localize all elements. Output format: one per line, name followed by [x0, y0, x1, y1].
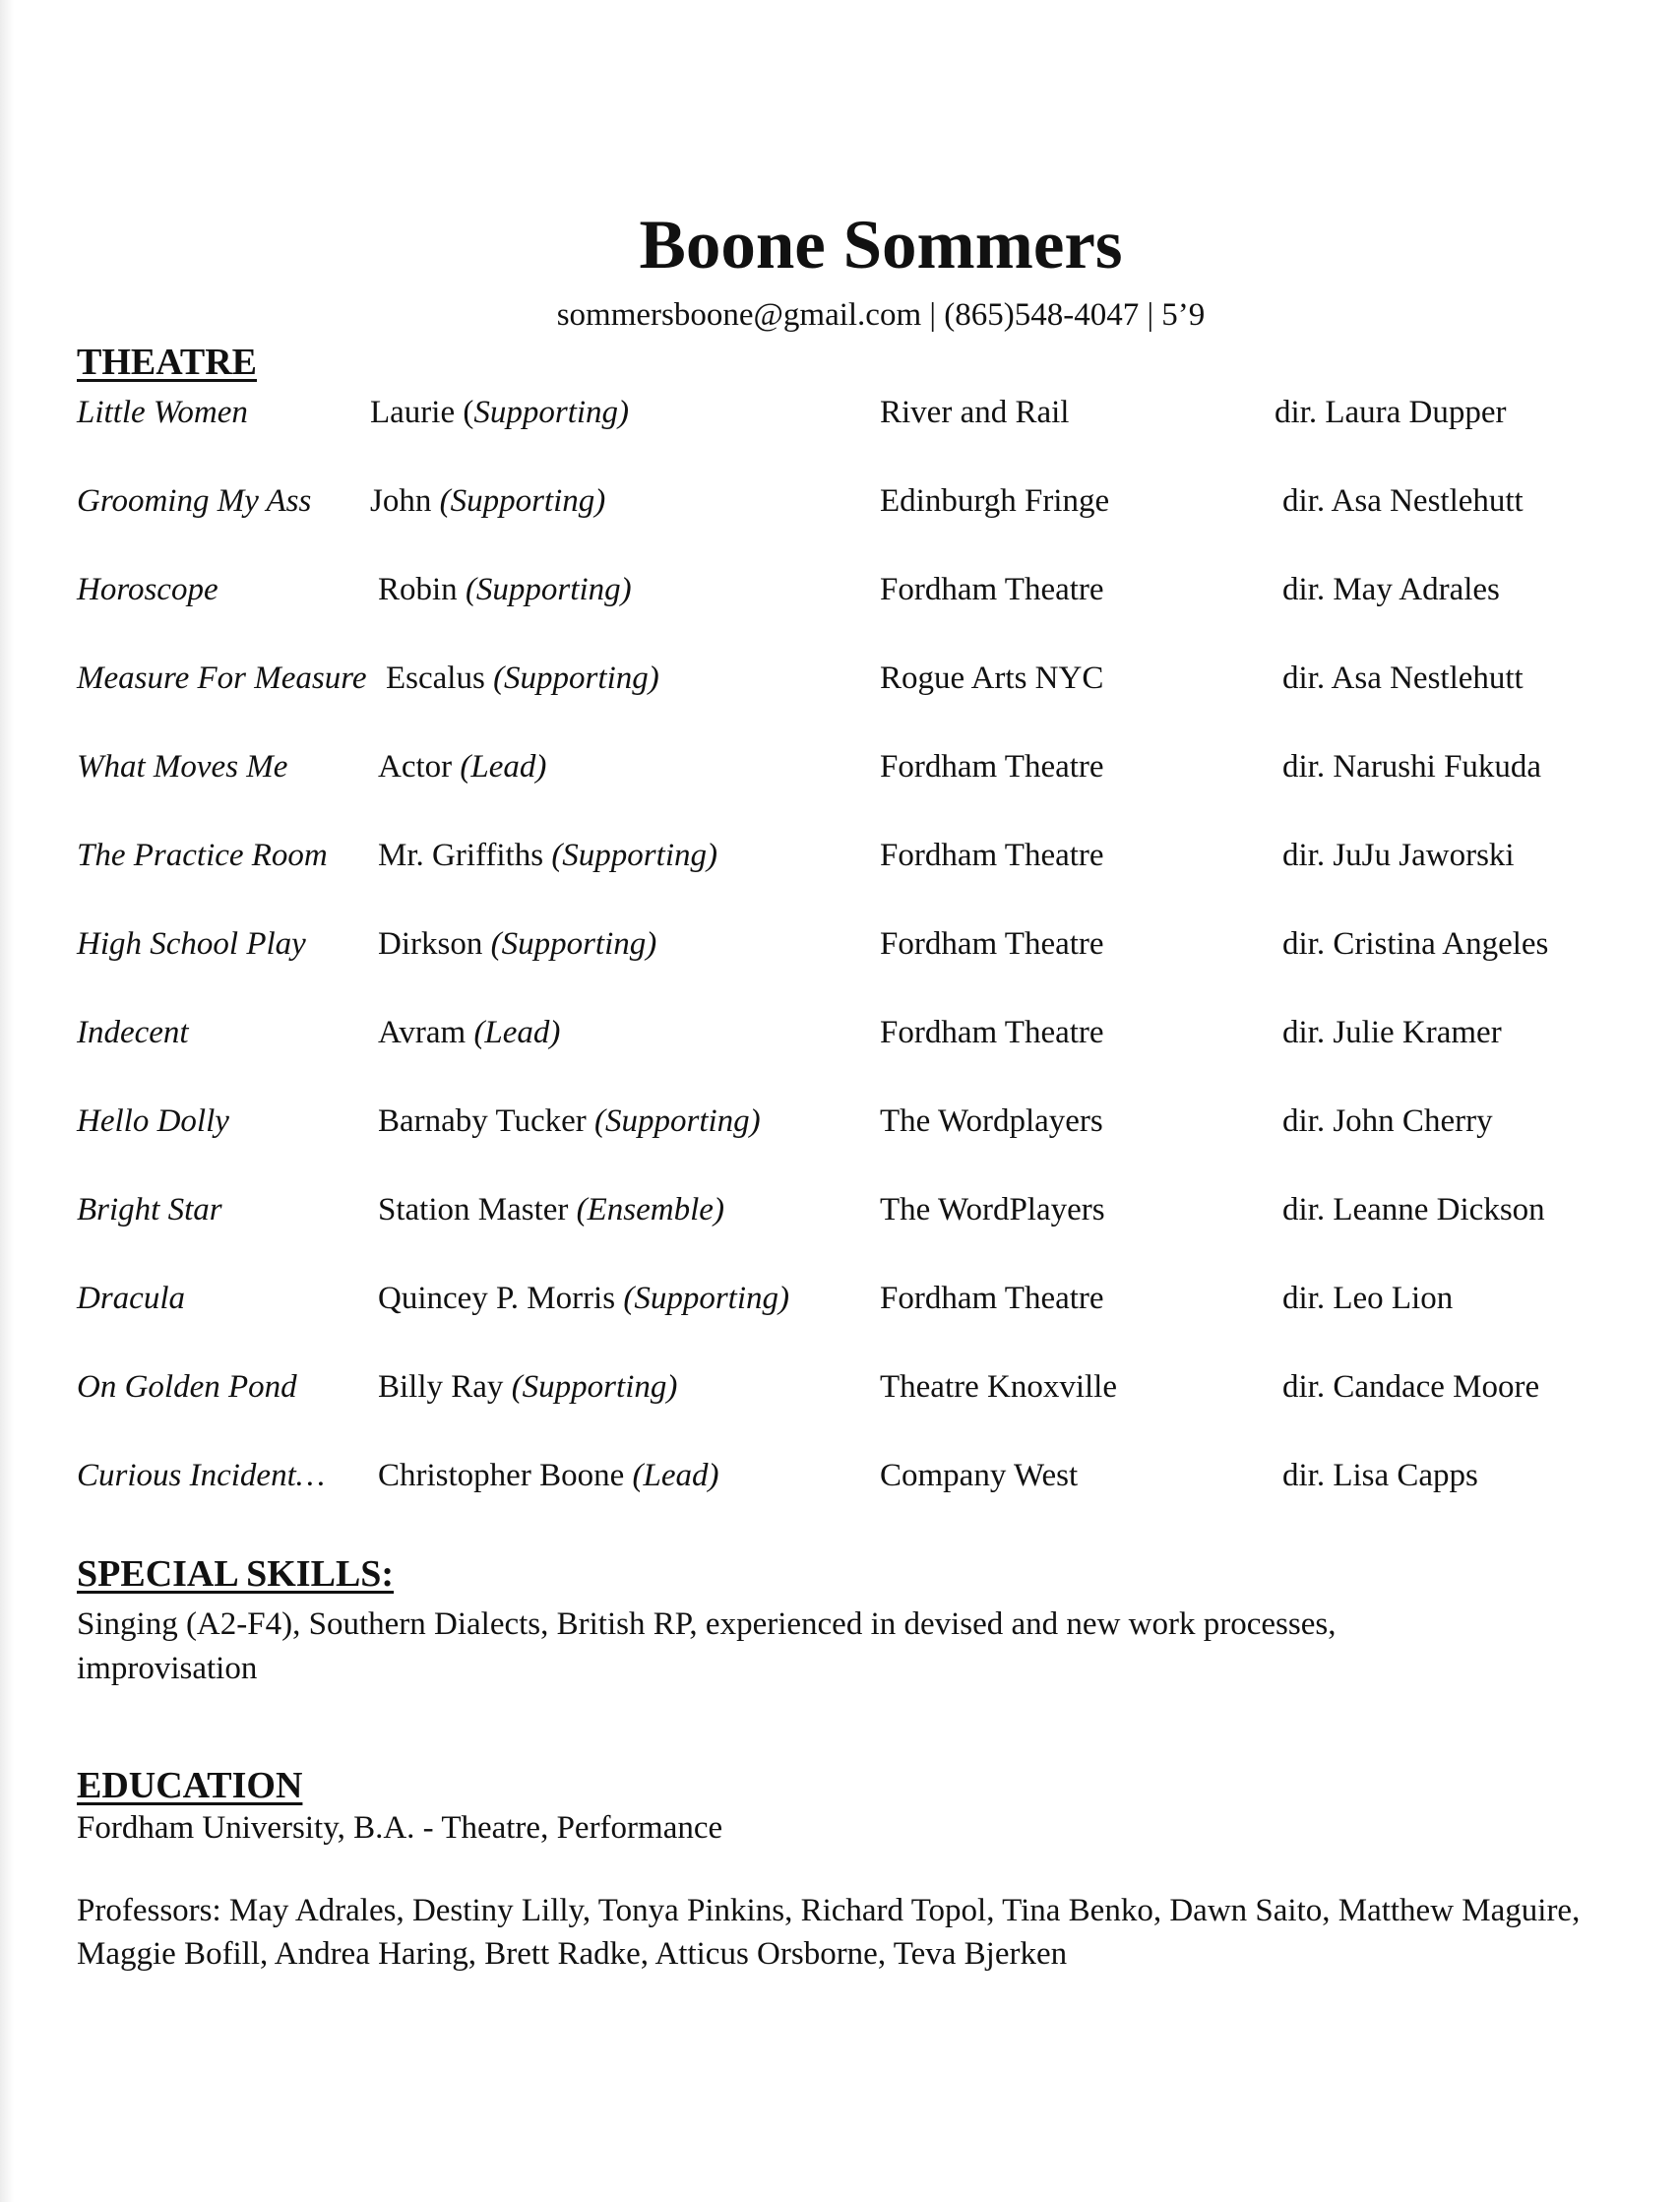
credit-director: dir. Leo Lion [1282, 1281, 1454, 1316]
credit-title: Measure For Measure [77, 661, 367, 696]
credit-venue: Fordham Theatre [880, 1015, 1104, 1050]
credit-title: Horoscope [77, 572, 218, 607]
credit-role: Christopher Boone (Lead) [378, 1458, 719, 1493]
credit-title: What Moves Me [77, 749, 288, 785]
credit-title: High School Play [77, 926, 306, 962]
credit-row [0, 743, 1680, 790]
credit-title: Indecent [77, 1015, 189, 1050]
credit-director: dir. Cristina Angeles [1282, 926, 1549, 962]
credit-director: dir. Leanne Dickson [1282, 1192, 1545, 1227]
credit-role: Barnaby Tucker (Supporting) [378, 1103, 761, 1139]
credit-director: dir. Julie Kramer [1282, 1015, 1502, 1050]
credit-row [0, 1452, 1680, 1499]
contact-line: sommersboone@gmail.com | (865)548-4047 | 5’9 [556, 297, 1206, 333]
credit-title: Grooming My Ass [77, 483, 312, 519]
credit-director: dir. Lisa Capps [1282, 1458, 1478, 1493]
credit-venue: Fordham Theatre [880, 572, 1104, 607]
credit-role: Avram (Lead) [378, 1015, 561, 1050]
credit-venue: Fordham Theatre [880, 838, 1104, 873]
credit-venue: The Wordplayers [880, 1103, 1103, 1139]
skills-line-1: Singing (A2-F4), Southern Dialects, British RP, experienced in devised and new work processes, [77, 1606, 1337, 1642]
credit-title: Hello Dolly [77, 1103, 229, 1139]
credit-director: dir. Candace Moore [1282, 1369, 1540, 1405]
credit-row [0, 1275, 1680, 1322]
credit-row [0, 1098, 1680, 1145]
credit-row [0, 920, 1680, 968]
special-skills-heading: SPECIAL SKILLS: [77, 1553, 395, 1595]
credit-title: Dracula [77, 1281, 185, 1316]
credit-venue: Rogue Arts NYC [880, 661, 1104, 696]
credit-role: John (Supporting) [370, 483, 606, 519]
credit-row [0, 1186, 1680, 1233]
credit-role: Billy Ray (Supporting) [378, 1369, 678, 1405]
credit-title: Little Women [77, 395, 248, 430]
credit-row [0, 566, 1680, 613]
credit-venue: Theatre Knoxville [880, 1369, 1117, 1405]
credit-director: dir. Narushi Fukuda [1282, 749, 1542, 785]
credit-row [0, 477, 1680, 525]
credit-director: dir. Asa Nestlehutt [1282, 483, 1524, 519]
credit-director: dir. John Cherry [1282, 1103, 1493, 1139]
credit-title: On Golden Pond [77, 1369, 297, 1405]
credit-director: dir. Laura Dupper [1275, 395, 1507, 430]
credit-venue: Company West [880, 1458, 1079, 1493]
credit-role: Robin (Supporting) [378, 572, 632, 607]
credit-row [0, 832, 1680, 879]
credit-venue: Edinburgh Fringe [880, 483, 1110, 519]
credit-role: Quincey P. Morris (Supporting) [378, 1281, 789, 1316]
credit-venue: The WordPlayers [880, 1192, 1105, 1227]
credit-director: dir. JuJu Jaworski [1282, 838, 1515, 873]
skills-line-2: improvisation [77, 1651, 258, 1686]
credit-role: Dirkson (Supporting) [378, 926, 657, 962]
credit-venue: River and Rail [880, 395, 1070, 430]
theatre-heading: THEATRE [77, 342, 258, 383]
credit-venue: Fordham Theatre [880, 749, 1104, 785]
credit-role: Mr. Griffiths (Supporting) [378, 838, 717, 873]
credit-role: Actor (Lead) [378, 749, 547, 785]
credit-venue: Fordham Theatre [880, 926, 1104, 962]
education-degree: Fordham University, B.A. - Theatre, Performance [77, 1810, 723, 1846]
credit-row [0, 1363, 1680, 1411]
credit-row [0, 1009, 1680, 1056]
credit-title: Bright Star [77, 1192, 222, 1227]
credit-row [0, 655, 1680, 702]
resume-name: Boone Sommers [639, 207, 1123, 283]
professors-line-2: Maggie Bofill, Andrea Haring, Brett Radke, Atticus Orsborne, Teva Bjerken [77, 1936, 1068, 1972]
education-heading: EDUCATION [77, 1765, 303, 1806]
professors-line-1: Professors: May Adrales, Destiny Lilly, Tonya Pinkins, Richard Topol, Tina Benko, Dawn Saito, Matthew Maguire, [77, 1893, 1581, 1928]
credit-role: Station Master (Ensemble) [378, 1192, 724, 1227]
credit-title: Curious Incident… [77, 1458, 326, 1493]
credit-venue: Fordham Theatre [880, 1281, 1104, 1316]
credit-row [0, 389, 1680, 436]
credit-role: Escalus (Supporting) [386, 661, 659, 696]
credit-director: dir. Asa Nestlehutt [1282, 661, 1524, 696]
credit-role: Laurie (Supporting) [370, 395, 630, 430]
credit-title: The Practice Room [77, 838, 328, 873]
credit-director: dir. May Adrales [1282, 572, 1500, 607]
